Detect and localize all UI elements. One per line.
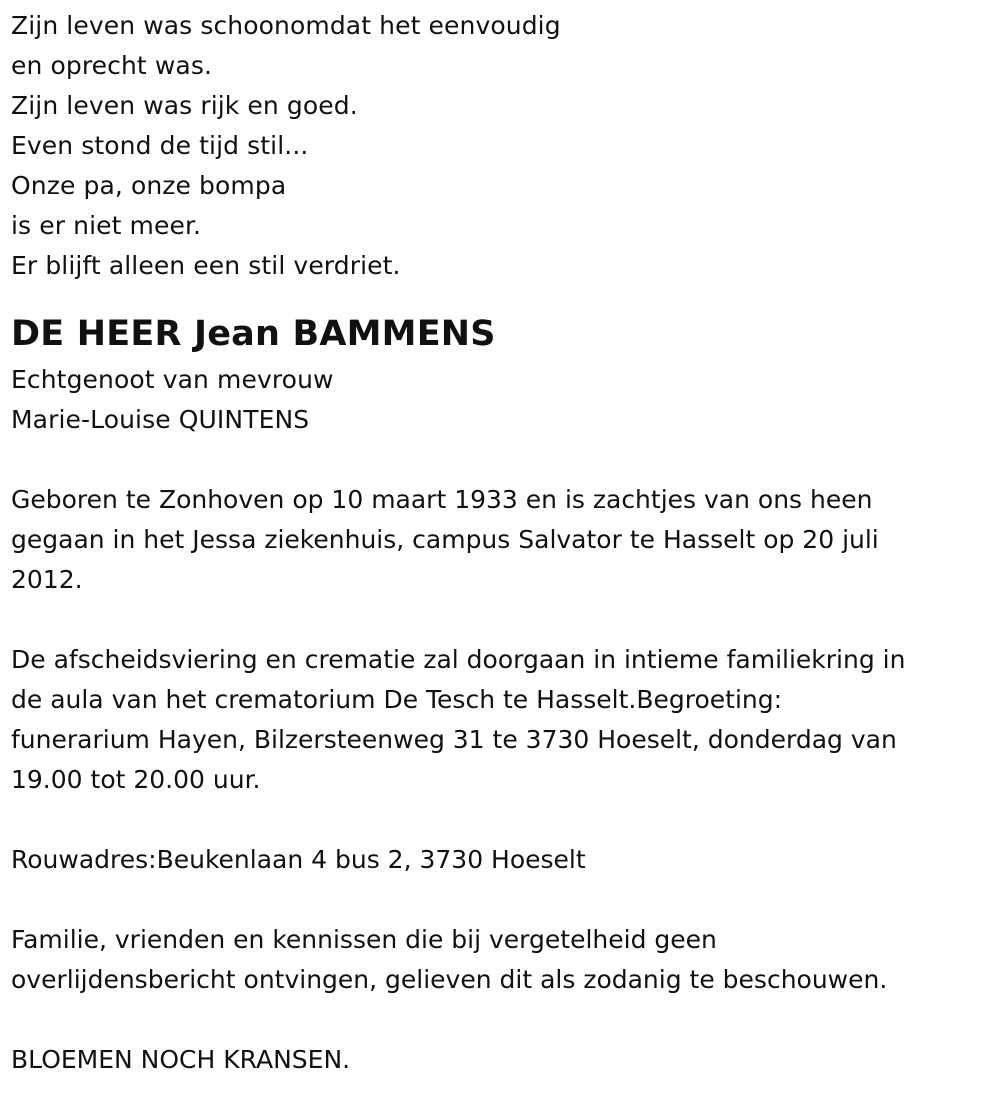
paragraph-line: De afscheidsviering en crematie zal doorgaan in intieme familiekring in [11, 645, 906, 674]
flowers-note-text: BLOEMEN NOCH KRANSEN. [11, 1045, 351, 1074]
deceased-name: DE HEER Jean BAMMENS [11, 314, 496, 354]
spouse-info [11, 360, 986, 440]
spouse-name: Marie-Louise QUINTENS [11, 405, 310, 434]
paragraph-line: Familie, vrienden en kennissen die bij vergetelheid geen [11, 925, 717, 954]
paragraph-line: overlijdensbericht ontvingen, gelieven dit als zodanig te beschouwen. [11, 965, 888, 994]
ceremony-paragraph [11, 640, 986, 800]
notice-paragraph [11, 920, 986, 1000]
mourning-address [11, 840, 986, 880]
poem-line: Zijn leven was schoonomdat het eenvoudig [11, 11, 561, 40]
paragraph-line: gegaan in het Jessa ziekenhuis, campus Salvator te Hasselt op 20 juli [11, 525, 879, 554]
mourning-address-text: Rouwadres:Beukenlaan 4 bus 2, 3730 Hoeselt [11, 845, 586, 874]
paragraph-line: funerarium Hayen, Bilzersteenweg 31 te 3730 Hoeselt, donderdag van [11, 725, 897, 754]
poem-line: en oprecht was. [11, 51, 213, 80]
poem-line: Zijn leven was rijk en goed. [11, 91, 358, 120]
flowers-note [11, 1040, 986, 1080]
poem-line: Er blijft alleen een stil verdriet. [11, 251, 401, 280]
paragraph-line: 19.00 tot 20.00 uur. [11, 765, 261, 794]
poem-line: Even stond de tijd stil... [11, 131, 309, 160]
paragraph-line: 2012. [11, 565, 83, 594]
obituary-text [11, 6, 986, 1080]
poem-line: Onze pa, onze bompa [11, 171, 287, 200]
paragraph-line: de aula van het crematorium De Tesch te Hasselt.Begroeting: [11, 685, 783, 714]
poem-line: is er niet meer. [11, 211, 202, 240]
birth-death-paragraph [11, 480, 986, 600]
poem [11, 6, 986, 286]
spouse-line: Echtgenoot van mevrouw [11, 365, 334, 394]
paragraph-line: Geboren te Zonhoven op 10 maart 1933 en is zachtjes van ons heen [11, 485, 873, 514]
